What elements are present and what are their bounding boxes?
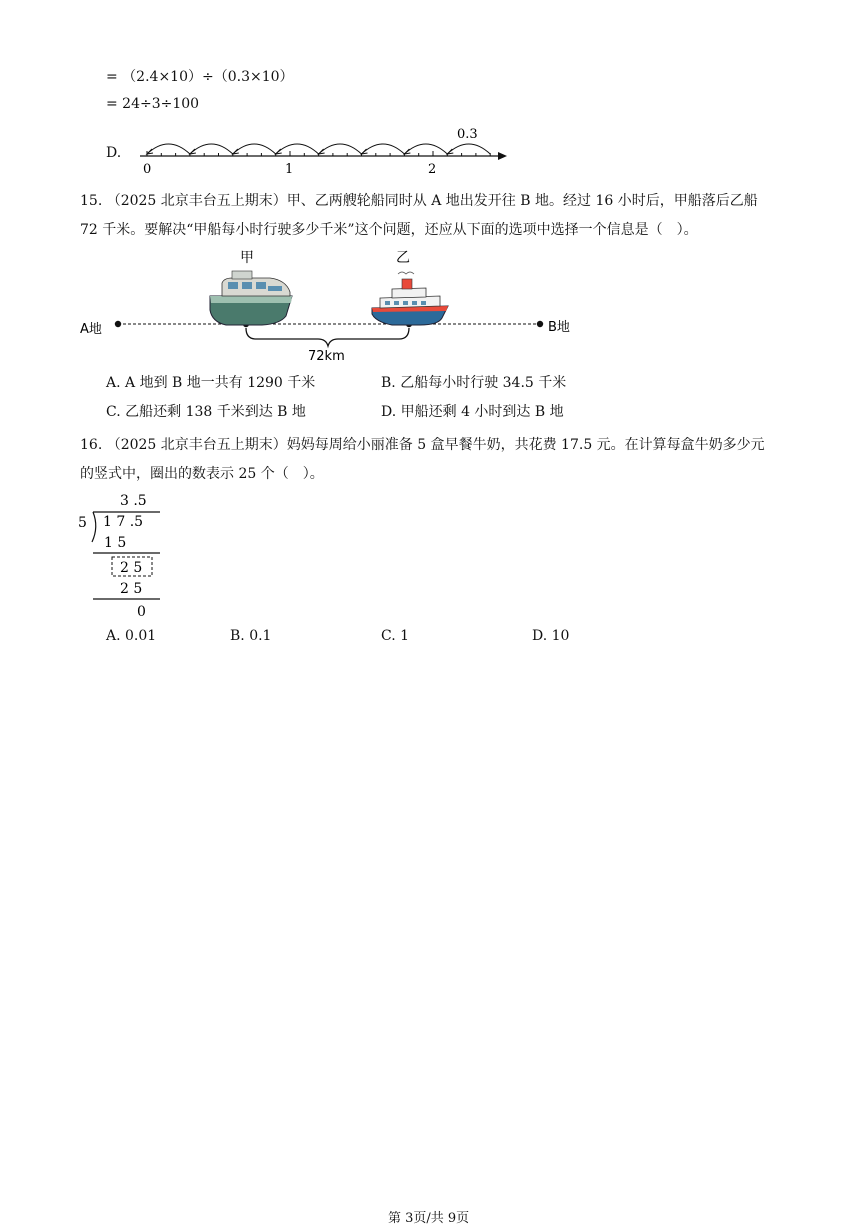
numberline-tick-2: 2 — [428, 162, 437, 177]
q15-option-d[interactable]: D. 甲船还剩 4 小时到达 B 地 — [381, 404, 564, 420]
equation-line-1: = （2.4×10）÷（0.3×10） — [106, 69, 294, 85]
division-step-2: 2 5 — [120, 581, 143, 597]
q16-stem-line-2: 的竖式中，圈出的数表示 25 个（ ）。 — [80, 466, 324, 482]
q15-option-a[interactable]: A. A 地到 B 地一共有 1290 千米 — [106, 375, 316, 391]
equation-line-2: = 24÷3÷100 — [106, 96, 200, 112]
q15-option-c[interactable]: C. 乙船还剩 138 千米到达 B 地 — [106, 404, 306, 420]
q15-stem-line-1: 15. （2025 北京丰台五上期末）甲、乙两艘轮船同时从 A 地出发开往 B 地。经过 16 小时后，甲船落后乙船 — [80, 193, 758, 209]
ship-a-label: 甲 — [240, 250, 254, 266]
q16-option-a[interactable]: A. 0.01 — [106, 628, 157, 644]
page-footer: 第 3页/共 9页 — [388, 1211, 470, 1226]
numberline-tick-1: 1 — [285, 162, 294, 177]
option-d-label: D. — [106, 145, 122, 161]
division-quotient: 3 .5 — [120, 493, 147, 509]
division-dividend: 1 7 .5 — [103, 514, 144, 530]
gap-distance-label: 72km — [308, 349, 345, 364]
numberline-step-label: 0.3 — [457, 127, 478, 142]
division-final: 0 — [137, 604, 146, 620]
q16-option-d[interactable]: D. 10 — [532, 628, 570, 644]
start-point-label: A地 — [80, 322, 102, 337]
q15-stem-line-2: 72 千米。要解决“甲船每小时行驶多少千米”这个问题，还应从下面的选项中选择一个信息是（ ）。 — [80, 222, 698, 238]
q16-stem-line-1: 16. （2025 北京丰台五上期末）妈妈每周给小丽准备 5 盒早餐牛奶，共花费 17.5 元。在计算每盒牛奶多少元 — [80, 437, 765, 453]
end-point-label: B地 — [548, 320, 570, 335]
q16-option-b[interactable]: B. 0.1 — [230, 628, 272, 644]
division-divisor: 5 — [78, 515, 87, 531]
ship-b-label: 乙 — [396, 250, 410, 266]
division-step-1: 1 5 — [104, 535, 127, 551]
q16-option-c[interactable]: C. 1 — [381, 628, 410, 644]
numberline-tick-0: 0 — [143, 162, 152, 177]
division-remainder-boxed: 2 5 — [120, 560, 143, 576]
q15-option-b[interactable]: B. 乙船每小时行驶 34.5 千米 — [381, 375, 567, 391]
